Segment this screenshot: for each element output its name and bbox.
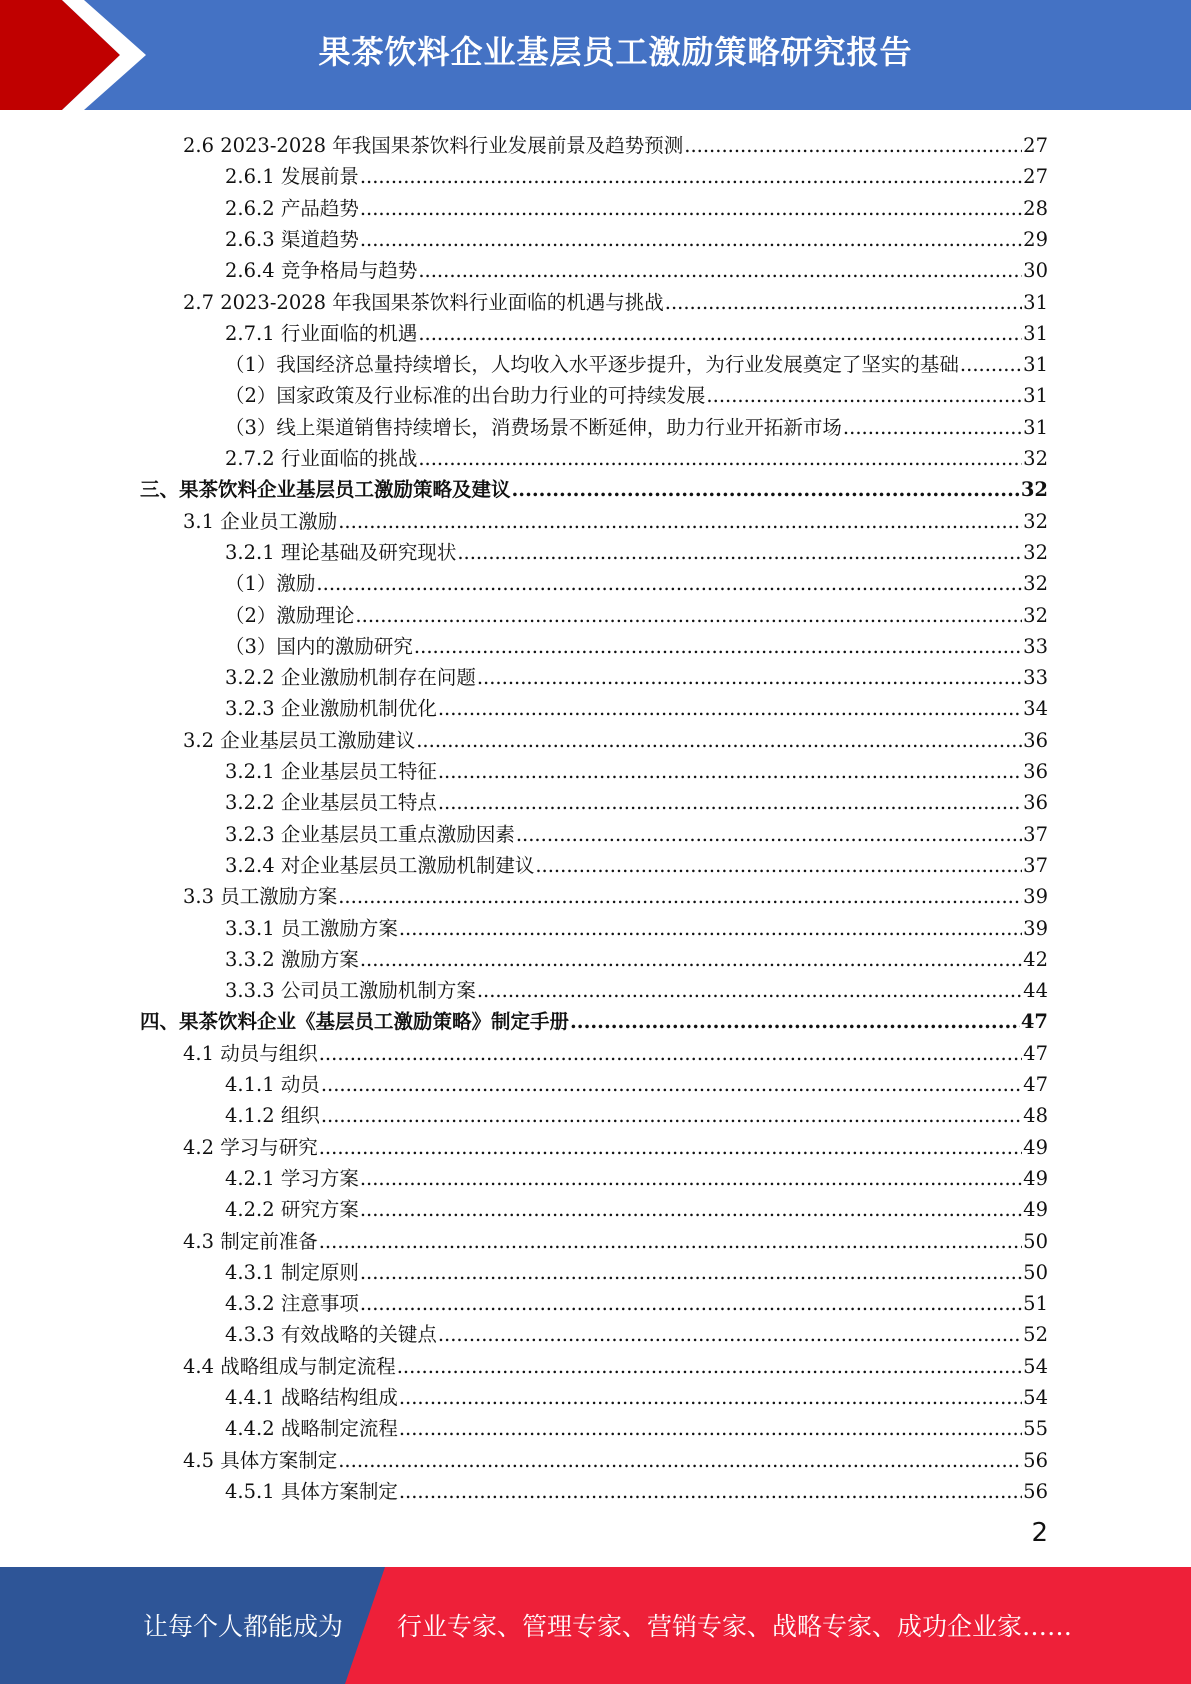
toc-entry[interactable] (225, 316, 1048, 347)
toc-entry-title: （3）线上渠道销售持续增长，消费场景不断延伸，助力行业开拓新市场 (225, 415, 842, 439)
toc-entry-title: 4.3.2 注意事项 (225, 1292, 359, 1316)
page-footer (0, 1567, 1191, 1684)
toc-entry-title: 2.6.4 竞争格局与趋势 (225, 259, 418, 283)
toc-entry-page: 31 (1023, 353, 1048, 377)
toc-entry-page: 39 (1023, 885, 1048, 909)
toc-leader-dots (414, 634, 1022, 660)
toc-entry-page: 55 (1023, 1417, 1048, 1441)
toc-entry-title: 4.1 动员与组织 (183, 1041, 318, 1065)
toc-entry-title: 3.3.2 激励方案 (225, 947, 359, 971)
toc-entry[interactable] (225, 378, 1048, 409)
toc-entry-title: 三、果茶饮料企业基层员工激励策略及建议 (140, 478, 511, 502)
toc-entry[interactable] (183, 879, 1048, 910)
toc-entry-title: （2）激励理论 (225, 603, 355, 627)
toc-entry-title: 2.7.2 行业面临的挑战 (225, 447, 418, 470)
toc-entry-title: 2.7.1 行业面临的机遇 (225, 321, 418, 345)
toc-leader-dots (360, 1166, 1022, 1192)
toc-entry-page: 47 (1023, 1073, 1048, 1096)
toc-entry[interactable] (183, 504, 1048, 535)
toc-leader-dots (477, 665, 1022, 691)
toc-entry-title: 4.4.1 战略结构组成 (225, 1386, 398, 1409)
toc-entry-title: （1）激励 (225, 572, 316, 596)
toc-entry-title: 3.2.1 企业基层员工特征 (225, 760, 437, 783)
toc-leader-dots (355, 603, 1022, 629)
toc-leader-dots (418, 321, 1022, 347)
toc-entry-title: 3.2.3 企业激励机制优化 (225, 697, 437, 721)
toc-entry[interactable] (140, 472, 1048, 503)
toc-entry[interactable] (183, 285, 1048, 316)
toc-entry-page: 47 (1023, 1041, 1048, 1065)
toc-entry-page: 28 (1023, 196, 1048, 220)
toc-entry[interactable] (225, 1067, 1048, 1098)
toc-entry[interactable] (140, 1004, 1048, 1035)
toc-entry-title: （3）国内的激励研究 (225, 634, 413, 658)
toc-entry[interactable] (225, 191, 1048, 222)
toc-entry-title: 4.5 具体方案制定 (183, 1448, 338, 1472)
toc-leader-dots (316, 571, 1022, 597)
toc-entry[interactable] (183, 723, 1048, 754)
toc-entry-title: 2.6.2 产品趋势 (225, 196, 359, 220)
toc-entry[interactable] (225, 754, 1048, 785)
toc-leader-dots (360, 196, 1022, 222)
footer-slogan-right: 行业专家、管理专家、营销专家、战略专家、成功企业家…… (397, 1612, 1073, 1641)
toc-entry[interactable] (225, 785, 1048, 816)
toc-leader-dots (438, 696, 1022, 722)
toc-entry[interactable] (225, 1474, 1048, 1505)
toc-entry-page: 49 (1023, 1166, 1048, 1190)
toc-entry[interactable] (183, 1130, 1048, 1161)
toc-entry-page: 37 (1023, 822, 1048, 846)
toc-leader-dots (843, 415, 1022, 441)
toc-entry-page: 32 (1023, 447, 1048, 470)
toc-entry-title: 4.2.1 学习方案 (225, 1166, 359, 1190)
toc-entry-page: 36 (1023, 791, 1048, 815)
toc-leader-dots (319, 1229, 1022, 1255)
toc-leader-dots (338, 509, 1022, 535)
toc-leader-dots (399, 916, 1022, 942)
toc-entry-title: 4.2 学习与研究 (183, 1135, 318, 1159)
toc-entry-title: 4.3 制定前准备 (183, 1229, 318, 1253)
toc-entry-page: 52 (1023, 1323, 1048, 1347)
toc-entry-page: 36 (1023, 728, 1048, 752)
toc-entry-title: 3.3 员工激励方案 (183, 885, 338, 909)
toc-entry-title: 3.2.2 企业基层员工特点 (225, 791, 437, 815)
toc-entry[interactable] (225, 410, 1048, 441)
toc-entry[interactable] (225, 1317, 1048, 1348)
toc-entry-page: 42 (1023, 947, 1048, 971)
toc-leader-dots (360, 164, 1022, 190)
toc-entry[interactable] (183, 1443, 1048, 1474)
toc-entry-title: 4.1.2 组织 (225, 1104, 320, 1128)
toc-leader-dots (360, 1197, 1022, 1223)
toc-leader-dots (321, 1103, 1022, 1129)
toc-leader-dots (360, 227, 1022, 253)
toc-entry-title: 3.2.1 理论基础及研究现状 (225, 540, 457, 564)
toc-entry-page: 27 (1023, 165, 1048, 189)
toc-leader-dots (438, 790, 1022, 816)
toc-entry-title: 4.1.1 动员 (225, 1073, 320, 1096)
toc-leader-dots (319, 1041, 1022, 1067)
toc-entry-page: 50 (1023, 1229, 1048, 1253)
toc-leader-dots (665, 290, 1022, 316)
toc-entry-page: 31 (1023, 290, 1048, 314)
toc-entry-page: 54 (1023, 1386, 1048, 1409)
toc-entry-title: 2.6.1 发展前景 (225, 165, 359, 189)
toc-entry[interactable] (225, 1411, 1048, 1442)
toc-leader-dots (397, 1354, 1022, 1380)
toc-entry-page: 51 (1023, 1292, 1048, 1316)
toc-leader-dots (684, 133, 1022, 159)
toc-entry-page: 32 (1023, 603, 1048, 627)
toc-entry-page: 50 (1023, 1260, 1048, 1284)
toc-entry-page: 31 (1023, 321, 1048, 345)
toc-entry[interactable] (225, 535, 1048, 566)
toc-entry[interactable] (225, 817, 1048, 848)
toc-leader-dots (360, 1260, 1022, 1286)
toc-entry-page: 30 (1023, 259, 1048, 283)
toc-entry-page: 49 (1023, 1198, 1048, 1222)
toc-entry-title: 3.2.2 企业激励机制存在问题 (225, 666, 476, 690)
toc-entry-page: 32 (1020, 478, 1048, 502)
toc-leader-dots (399, 1479, 1022, 1505)
toc-entry-title: 4.4 战略组成与制定流程 (183, 1354, 396, 1378)
toc-entry-page: 39 (1023, 916, 1048, 940)
toc-entry[interactable] (225, 911, 1048, 942)
toc-leader-dots (418, 446, 1022, 472)
toc-entry[interactable] (225, 253, 1048, 284)
toc-leader-dots (360, 1291, 1022, 1317)
toc-entry[interactable] (225, 441, 1048, 472)
toc-entry[interactable] (225, 598, 1048, 629)
toc-leader-dots (338, 884, 1022, 910)
toc-entry[interactable] (225, 660, 1048, 691)
toc-entry[interactable] (225, 691, 1048, 722)
toc-entry-title: 3.2.3 企业基层员工重点激励因素 (225, 822, 515, 846)
toc-entry-page: 32 (1023, 540, 1048, 564)
toc-entry-title: （1）我国经济总量持续增长，人均收入水平逐步提升，为行业发展奠定了坚实的基础 (225, 353, 959, 377)
toc-leader-dots (438, 1322, 1022, 1348)
toc-entry[interactable] (225, 1286, 1048, 1317)
toc-entry[interactable] (225, 1255, 1048, 1286)
page-number: 2 (1031, 1518, 1048, 1548)
toc-entry-title: 3.3.1 员工激励方案 (225, 916, 398, 940)
toc-entry[interactable] (183, 1036, 1048, 1067)
toc-leader-dots (399, 1416, 1022, 1442)
toc-entry-title: 3.3.3 公司员工激励机制方案 (225, 979, 476, 1003)
toc-entry-title: 4.5.1 具体方案制定 (225, 1479, 398, 1503)
toc-entry[interactable] (225, 1098, 1048, 1129)
toc-entry[interactable] (225, 1161, 1048, 1192)
toc-entry-title: 3.2.4 对企业基层员工激励机制建议 (225, 853, 535, 877)
toc-entry-page: 56 (1023, 1448, 1048, 1472)
toc-entry-title: 3.1 企业员工激励 (183, 509, 338, 533)
toc-leader-dots (321, 1072, 1022, 1098)
toc-entry[interactable] (225, 347, 1048, 378)
toc-entry[interactable] (225, 1192, 1048, 1223)
toc-entry[interactable] (225, 848, 1048, 879)
toc-entry[interactable] (225, 629, 1048, 660)
toc-entry-page: 34 (1023, 697, 1048, 721)
toc-entry-page: 33 (1023, 666, 1048, 690)
toc-leader-dots (960, 352, 1022, 378)
toc-entry[interactable] (225, 222, 1048, 253)
toc-entry-page: 54 (1023, 1354, 1048, 1378)
toc-entry-page: 32 (1023, 509, 1048, 533)
toc-leader-dots (399, 1385, 1022, 1411)
toc-leader-dots (457, 540, 1022, 566)
toc-entry[interactable] (183, 1224, 1048, 1255)
toc-leader-dots (360, 947, 1022, 973)
toc-leader-dots (338, 1448, 1022, 1474)
toc-entry-page: 47 (1020, 1010, 1048, 1034)
toc-entry[interactable] (225, 566, 1048, 597)
toc-entry-page: 37 (1023, 853, 1048, 877)
toc-leader-dots (535, 853, 1022, 879)
toc-entry[interactable] (183, 1349, 1048, 1380)
toc-entry[interactable] (225, 1380, 1048, 1411)
toc-entry-page: 44 (1023, 979, 1048, 1003)
toc-entry-title: 2.6 2023-2028 年我国果茶饮料行业发展前景及趋势预测 (183, 134, 684, 157)
toc-entry-page: 48 (1023, 1104, 1048, 1128)
toc-entry-title: 2.6.3 渠道趋势 (225, 227, 359, 251)
toc-entry-title: 4.3.3 有效战略的关键点 (225, 1323, 437, 1347)
toc-leader-dots (706, 383, 1022, 409)
toc-entry-title: 3.2 企业基层员工激励建议 (183, 728, 416, 752)
toc-entry-page: 33 (1023, 634, 1048, 658)
toc-leader-dots (516, 822, 1022, 848)
toc-leader-dots (512, 477, 1020, 503)
toc-entry[interactable] (225, 973, 1048, 1004)
header-title: 果茶饮料企业基层员工激励策略研究报告 (318, 33, 913, 71)
toc-entry-page: 31 (1023, 384, 1048, 408)
toc-leader-dots (477, 978, 1022, 1004)
toc-entry-title: （2）国家政策及行业标准的出台助力行业的可持续发展 (225, 384, 706, 408)
toc-leader-dots (416, 728, 1022, 754)
toc-entry-page: 32 (1023, 572, 1048, 596)
toc-entry-page: 31 (1023, 415, 1048, 439)
toc-entry[interactable] (225, 942, 1048, 973)
toc-entry-page: 36 (1023, 760, 1048, 783)
toc-leader-dots (438, 759, 1022, 785)
toc-entry-page: 29 (1023, 227, 1048, 251)
page-header (0, 0, 1191, 110)
toc-entry-page: 27 (1023, 134, 1048, 157)
toc-entry[interactable] (183, 128, 1048, 159)
toc-entry-title: 4.4.2 战略制定流程 (225, 1417, 398, 1441)
toc-entry-title: 4.2.2 研究方案 (225, 1198, 359, 1222)
toc-entry-page: 56 (1023, 1479, 1048, 1503)
toc-entry-title: 4.3.1 制定原则 (225, 1260, 359, 1284)
toc-entry-page: 49 (1023, 1135, 1048, 1159)
toc-entry[interactable] (225, 159, 1048, 190)
toc-leader-dots (570, 1009, 1020, 1035)
toc-leader-dots (418, 258, 1022, 284)
toc-entry-title: 2.7 2023-2028 年我国果茶饮料行业面临的机遇与挑战 (183, 290, 664, 314)
footer-slogan-left: 让每个人都能成为 (143, 1612, 344, 1641)
toc-leader-dots (319, 1135, 1022, 1161)
toc-entry-title: 四、果茶饮料企业《基层员工激励策略》制定手册 (140, 1010, 570, 1034)
